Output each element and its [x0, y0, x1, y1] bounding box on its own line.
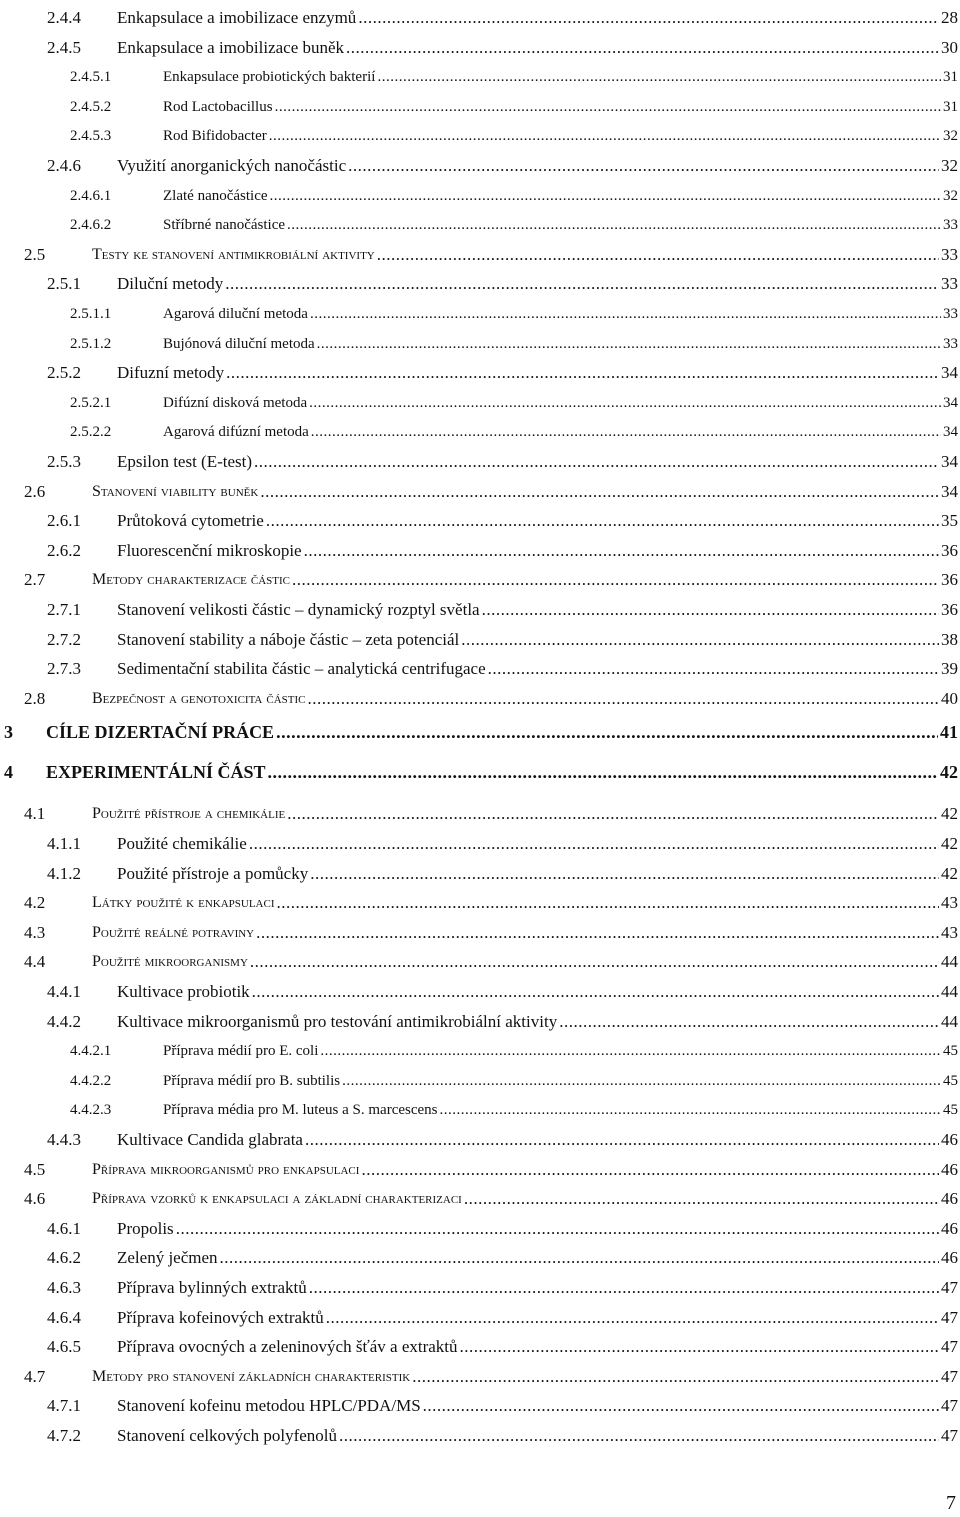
toc-entry-number: 2.5.1.1	[70, 306, 112, 322]
toc-entry[interactable]	[0, 858, 958, 884]
toc-dot-leader	[326, 1308, 939, 1328]
toc-dot-leader	[346, 38, 939, 58]
toc-entry[interactable]	[0, 1361, 958, 1387]
toc-entry[interactable]	[0, 828, 958, 854]
toc-entry-title: Kultivace probiotik	[117, 982, 250, 1001]
toc-entry-title: Použité přístroje a chemikálie	[92, 805, 286, 823]
toc-dot-leader	[176, 1219, 939, 1239]
toc-entry-title: Příprava médií pro B. subtilis	[163, 1072, 341, 1089]
toc-entry[interactable]	[0, 1065, 958, 1091]
toc-entry-title: Kultivace Candida glabrata	[117, 1130, 303, 1149]
toc-entry-number: 2.7.3	[47, 659, 81, 679]
toc-entry-number: 2.5.1	[47, 274, 81, 294]
toc-dot-leader	[287, 804, 939, 824]
toc-entry-number: 4.6.1	[47, 1218, 81, 1238]
toc-entry-page: 30	[941, 37, 958, 57]
toc-entry-number: 2.8	[24, 688, 46, 708]
toc-entry[interactable]	[0, 91, 958, 117]
toc-dot-leader	[310, 864, 939, 884]
toc-entry-page: 31	[943, 69, 958, 86]
toc-entry-page: 47	[941, 1307, 958, 1327]
toc-dot-leader	[225, 274, 939, 294]
toc-entry-page: 34	[943, 394, 958, 411]
toc-entry-number: 4.4.2.2	[70, 1072, 112, 1089]
toc-entry-title: Použité přístroje a pomůcky	[117, 863, 309, 883]
toc-entry[interactable]	[0, 61, 958, 87]
toc-entry-title: Enkapsulace probiotických bakterií	[163, 69, 376, 86]
toc-entry[interactable]	[0, 564, 958, 590]
toc-entry-title: Stanovení kofeinu metodou HPLC/PDA/MS	[117, 1396, 421, 1416]
toc-entry[interactable]	[0, 387, 958, 413]
toc-dot-leader	[348, 156, 939, 176]
toc-entry-number: 2.4.5.2	[70, 98, 112, 115]
toc-entry[interactable]	[0, 594, 958, 620]
toc-entry-title: Bezpečnost a genotoxicita částic	[92, 689, 306, 707]
toc-entry-title: Příprava bylinných extraktů	[117, 1278, 307, 1297]
toc-entry-page: 42	[940, 762, 958, 783]
toc-entry-page: 45	[943, 1102, 958, 1119]
toc-dot-leader	[358, 8, 939, 28]
toc-entry-title: Kultivace mikroorganismů pro testování antimikrobiální aktivity	[117, 1011, 558, 1031]
toc-entry-title: Příprava mikroorganismů pro enkapsulaci	[92, 1160, 360, 1178]
toc-entry-title: Průtoková cytometrie	[117, 511, 264, 531]
toc-entry-number: 4.7.2	[47, 1426, 81, 1445]
toc-entry[interactable]	[0, 298, 958, 324]
toc-entry-number: 4.4.3	[47, 1130, 81, 1149]
toc-entry-page: 43	[941, 893, 958, 913]
toc-dot-leader	[339, 1426, 939, 1446]
toc-entry[interactable]	[0, 887, 958, 913]
toc-entry-page: 47	[941, 1337, 958, 1357]
toc-entry-number: 4.6.2	[47, 1248, 81, 1268]
toc-entry-title: Příprava vzorků k enkapsulaci a základní charakterizaci	[92, 1190, 462, 1208]
toc-entry-title: Difuzní metody	[117, 363, 225, 383]
toc-dot-leader	[276, 722, 938, 742]
toc-entry-page: 33	[943, 217, 958, 234]
toc-entry-title: Použité mikroorganismy	[92, 953, 248, 971]
toc-entry[interactable]	[0, 683, 958, 709]
toc-entry-number: 2.6.1	[47, 511, 81, 531]
toc-entry-page: 33	[941, 274, 958, 294]
toc-dot-leader	[256, 923, 939, 943]
toc-entry-number: 4.2	[24, 893, 46, 913]
toc-entry[interactable]	[0, 1331, 958, 1357]
toc-entry-number: 4.6.5	[47, 1337, 81, 1357]
toc-entry-page: 42	[941, 804, 958, 824]
toc-entry-page: 31	[943, 98, 958, 115]
toc-entry-number: 2.7	[24, 570, 46, 590]
toc-entry-number: 4.6	[24, 1189, 46, 1209]
toc-entry[interactable]	[0, 1006, 958, 1032]
toc-entry-page: 33	[943, 335, 958, 352]
toc-dot-leader	[269, 126, 941, 146]
toc-entry[interactable]	[0, 798, 958, 824]
toc-entry-number: 2.5.2.2	[70, 424, 112, 441]
toc-entry-page: 34	[941, 452, 958, 471]
toc-entry-page: 44	[941, 1011, 958, 1031]
toc-entry[interactable]	[0, 150, 958, 176]
toc-dot-leader	[460, 1337, 939, 1357]
toc-entry[interactable]	[0, 328, 958, 354]
toc-entry-title: Stanovení velikosti částic – dynamický rozptyl světla	[117, 600, 480, 619]
toc-entry[interactable]	[0, 32, 958, 58]
toc-dot-leader	[268, 762, 938, 782]
toc-entry-page: 36	[941, 570, 958, 590]
toc-entry-number: 4.4.2.1	[70, 1043, 112, 1060]
toc-entry[interactable]	[0, 505, 958, 531]
toc-dot-leader	[277, 893, 940, 913]
toc-dot-leader	[464, 1189, 939, 1209]
toc-dot-leader	[342, 1071, 941, 1091]
toc-entry-title: Testy ke stanovení antimikrobiální aktivity	[92, 245, 375, 263]
toc-dot-leader	[266, 511, 939, 531]
toc-entry-title: Stanovení stability a náboje částic – zeta potenciál	[117, 629, 460, 649]
toc-entry[interactable]	[0, 716, 958, 742]
toc-entry-title: Difúzní disková metoda	[163, 394, 308, 411]
toc-entry-page: 33	[941, 244, 958, 264]
toc-entry-number: 2.5.2.1	[70, 394, 112, 411]
toc-entry[interactable]	[0, 1213, 958, 1239]
toc-entry-title: Použité reálné potraviny	[92, 923, 255, 941]
toc-entry-title: Enkapsulace a imobilizace enzymů	[117, 8, 357, 27]
toc-entry-page: 28	[941, 8, 958, 27]
toc-entry-number: 4.1.2	[47, 863, 81, 883]
toc-entry-title: Látky použité k enkapsulaci	[92, 894, 275, 912]
toc-entry-page: 47	[941, 1366, 958, 1386]
toc-entry-title: Fluorescenční mikroskopie	[117, 540, 302, 560]
toc-entry[interactable]	[0, 1124, 958, 1150]
toc-entry-number: 2.4.6.1	[70, 187, 112, 204]
toc-entry[interactable]	[0, 2, 958, 28]
toc-entry-number: 4.1.1	[47, 834, 81, 853]
toc-entry-title: Zlaté nanočástice	[163, 187, 268, 204]
toc-entry[interactable]	[0, 976, 958, 1002]
toc-entry-page: 43	[941, 922, 958, 942]
toc-entry-number: 2.4.6.2	[70, 217, 112, 234]
toc-entry-page: 33	[943, 306, 958, 322]
toc-entry-title: Bujónová diluční metoda	[163, 335, 315, 352]
toc-dot-leader	[309, 393, 941, 413]
toc-entry-page: 32	[941, 156, 958, 175]
toc-entry-title: Stříbrné nanočástice	[163, 217, 286, 234]
toc-entry-number: 4.4	[24, 952, 46, 972]
toc-entry[interactable]	[0, 1302, 958, 1328]
toc-entry-page: 46	[941, 1159, 958, 1179]
toc-entry-number: 4.7	[24, 1366, 46, 1386]
toc-entry-page: 35	[941, 511, 958, 531]
toc-dot-leader	[287, 215, 941, 235]
toc-entry-page: 40	[941, 688, 958, 708]
toc-entry-title: Zelený ječmen	[117, 1248, 218, 1268]
toc-dot-leader	[559, 1012, 939, 1032]
toc-entry-number: 2.7.2	[47, 629, 81, 649]
toc-entry-page: 46	[941, 1248, 958, 1268]
toc-entry-title: Agarová difúzní metoda	[163, 424, 309, 441]
toc-dot-leader	[254, 452, 939, 472]
toc-entry-number: 2.4.5	[47, 37, 81, 57]
toc-entry[interactable]	[0, 1183, 958, 1209]
toc-entry-page: 36	[941, 540, 958, 560]
toc-dot-leader	[361, 1160, 939, 1180]
toc-entry[interactable]	[0, 653, 958, 679]
toc-entry[interactable]	[0, 357, 958, 383]
toc-entry-number: 4.4.2	[47, 1011, 81, 1031]
toc-entry-title: Využití anorganických nanočástic	[117, 156, 347, 175]
toc-entry-page: 34	[943, 424, 958, 441]
toc-dot-leader	[220, 1248, 939, 1268]
toc-entry-number: 4	[4, 762, 13, 783]
toc-entry-page: 46	[941, 1189, 958, 1209]
toc-entry-title: Agarová diluční metoda	[163, 306, 308, 322]
toc-entry-number: 4.1	[24, 804, 46, 824]
toc-dot-leader	[270, 186, 941, 206]
toc-dot-leader	[482, 600, 939, 620]
toc-entry-number: 4.3	[24, 922, 46, 942]
toc-entry-number: 2.4.5.3	[70, 128, 112, 145]
toc-dot-leader	[440, 1100, 941, 1120]
toc-entry[interactable]	[0, 917, 958, 943]
toc-dot-leader	[423, 1396, 939, 1416]
toc-entry[interactable]	[0, 180, 958, 206]
toc-entry-title: Diluční metody	[117, 274, 224, 294]
toc-entry[interactable]	[0, 476, 958, 502]
toc-entry[interactable]	[0, 1154, 958, 1180]
toc-entry-number: 4.6.3	[47, 1278, 81, 1297]
toc-entry[interactable]	[0, 120, 958, 146]
toc-dot-leader	[377, 67, 941, 87]
toc-entry-page: 39	[941, 659, 958, 679]
toc-dot-leader	[488, 659, 939, 679]
toc-dot-leader	[317, 334, 941, 354]
toc-entry[interactable]	[0, 1272, 958, 1298]
toc-entry-page: 42	[941, 863, 958, 883]
toc-entry-number: 2.4.6	[47, 156, 81, 175]
toc-entry-title: Epsilon test (E-test)	[117, 452, 253, 471]
toc-entry-title: Příprava kofeinových extraktů	[117, 1307, 324, 1327]
toc-dot-leader	[292, 570, 939, 590]
toc-entry-number: 2.4.5.1	[70, 69, 112, 86]
toc-entry-number: 2.6.2	[47, 540, 81, 560]
toc-entry-title: Sedimentační stabilita částic – analytická centrifugace	[117, 659, 486, 679]
toc-entry-title: Rod Bifidobacter	[163, 128, 267, 145]
toc-dot-leader	[309, 1278, 939, 1298]
toc-entry-page: 34	[941, 481, 958, 501]
toc-entry-page: 44	[941, 952, 958, 972]
toc-entry[interactable]	[0, 535, 958, 561]
toc-entry-page: 41	[940, 722, 958, 743]
toc-entry-number: 4.4.2.3	[70, 1102, 112, 1119]
toc-dot-leader	[252, 982, 939, 1002]
toc-entry-title: Příprava média pro M. luteus a S. marcescens	[163, 1102, 438, 1119]
toc-entry-page: 32	[943, 187, 958, 204]
toc-dot-leader	[226, 363, 939, 383]
toc-entry-title: Enkapsulace a imobilizace buněk	[117, 37, 345, 57]
toc-entry-title: Rod Lactobacillus	[163, 98, 273, 115]
toc-entry-page: 38	[941, 629, 958, 649]
toc-entry-title: Stanovení viability buněk	[92, 482, 259, 500]
toc-entry-page: 46	[941, 1130, 958, 1149]
toc-entry-page: 45	[943, 1072, 958, 1089]
toc-entry[interactable]	[0, 756, 958, 782]
toc-entry[interactable]	[0, 268, 958, 294]
toc-entry-title: EXPERIMENTÁLNÍ ČÁST	[46, 762, 266, 783]
toc-entry-number: 2.5.3	[47, 452, 81, 471]
toc-dot-leader	[250, 952, 939, 972]
toc-dot-leader	[249, 834, 939, 854]
toc-entry-page: 47	[941, 1426, 958, 1445]
toc-entry[interactable]	[0, 1420, 958, 1446]
toc-entry-number: 2.4.4	[47, 8, 81, 27]
toc-entry-number: 2.6	[24, 481, 46, 501]
toc-dot-leader	[307, 689, 939, 709]
toc-entry-number: 4.6.4	[47, 1307, 81, 1327]
toc-entry-number: 2.5.1.2	[70, 335, 112, 352]
toc-entry-number: 2.5.2	[47, 363, 81, 383]
toc-entry[interactable]	[0, 946, 958, 972]
toc-entry[interactable]	[0, 1242, 958, 1268]
toc-entry-title: Příprava médií pro E. coli	[163, 1043, 319, 1060]
toc-dot-leader	[461, 630, 939, 650]
toc-entry-title: CÍLE DIZERTAČNÍ PRÁCE	[46, 722, 275, 743]
toc-entry[interactable]	[0, 1390, 958, 1416]
toc-entry-title: Propolis	[117, 1218, 174, 1238]
toc-entry-title: Příprava ovocných a zeleninových šťáv a extraktů	[117, 1337, 458, 1357]
toc-entry-page: 42	[941, 834, 958, 853]
toc-entry-page: 36	[941, 600, 958, 619]
toc-dot-leader	[275, 97, 941, 117]
toc-entry-number: 2.5	[24, 244, 46, 264]
toc-dot-leader	[305, 1130, 939, 1150]
toc-entry-page: 47	[941, 1396, 958, 1416]
toc-entry-page: 32	[943, 128, 958, 145]
toc-entry-number: 2.7.1	[47, 600, 81, 619]
toc-entry[interactable]	[0, 1035, 958, 1061]
toc-dot-leader	[304, 541, 939, 561]
toc-entry-page: 45	[943, 1043, 958, 1060]
toc-entry-page: 46	[941, 1218, 958, 1238]
toc-entry-page: 34	[941, 363, 958, 383]
toc-entry[interactable]	[0, 239, 958, 265]
toc-entry[interactable]	[0, 416, 958, 442]
toc-entry-title: Metody charakterizace částic	[92, 571, 291, 589]
toc-entry[interactable]	[0, 209, 958, 235]
toc-entry-number: 4.7.1	[47, 1396, 81, 1416]
toc-dot-leader	[320, 1041, 941, 1061]
toc-entry[interactable]	[0, 446, 958, 472]
toc-entry-title: Stanovení celkových polyfenolů	[117, 1426, 338, 1445]
toc-entry[interactable]	[0, 624, 958, 650]
toc-dot-leader	[260, 482, 939, 502]
toc-entry-page: 47	[941, 1278, 958, 1297]
toc-entry-number: 4.4.1	[47, 982, 81, 1001]
toc-dot-leader	[377, 245, 939, 265]
toc-entry-title: Použité chemikálie	[117, 834, 247, 853]
toc-entry[interactable]	[0, 1094, 958, 1120]
toc-entry-number: 3	[4, 722, 13, 743]
toc-dot-leader	[311, 422, 941, 442]
toc-entry-number: 4.5	[24, 1159, 46, 1179]
toc-dot-leader	[412, 1367, 939, 1387]
toc-entry-title: Metody pro stanovení základních charakteristik	[92, 1367, 411, 1385]
toc-entry-page: 44	[941, 982, 958, 1001]
toc-dot-leader	[310, 304, 941, 324]
page-number: 7	[946, 1492, 956, 1514]
